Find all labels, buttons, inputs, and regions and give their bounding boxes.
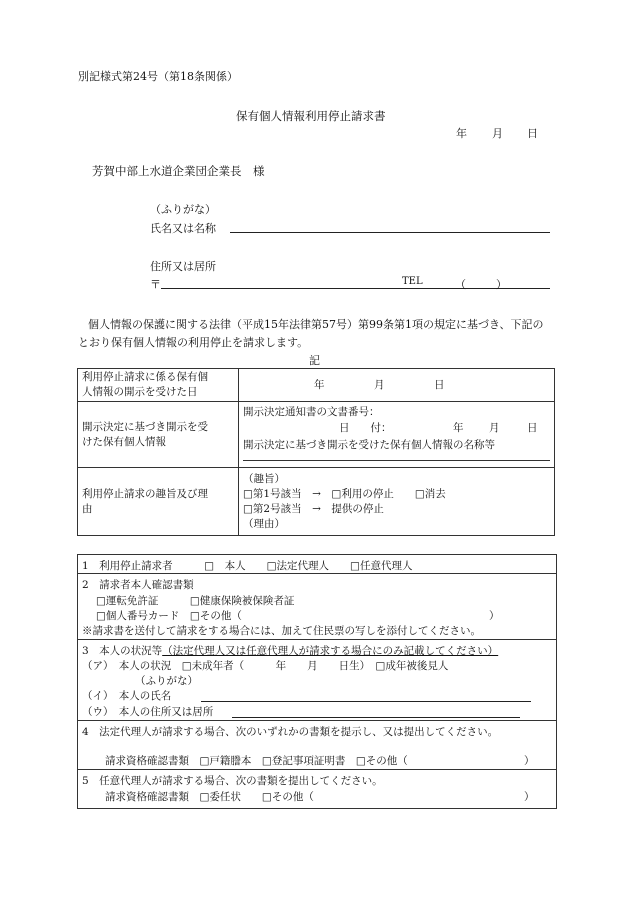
purpose-option-2[interactable]: □第2号該当 → 提供の停止	[243, 502, 384, 515]
principal-status[interactable]: （ア） 本人の状況 □未成年者（ 年 月 日生） □成年被後見人	[82, 660, 449, 672]
legal-agent-title: 4 法定代理人が請求する場合、次のいずれかの書類を提示し、又は提出してください。	[82, 726, 499, 738]
name-label: 氏名又は名称	[150, 222, 216, 235]
furigana-label: （ふりがな）	[150, 203, 216, 216]
purpose-reason-label: 利用停止請求の趣旨及び理 由	[78, 468, 239, 536]
principal-address-label: （ウ） 本人の住所又は居所	[82, 706, 214, 718]
id-docs-note: ※請求書を送付して請求をする場合には、加えて住民票の写しを添付してください。	[82, 625, 481, 637]
body-text-line1: 個人情報の保護に関する法律（平成15年法律第57号）第99条第1項の規定に基づき、下記の	[88, 318, 544, 331]
name-field[interactable]	[230, 232, 550, 233]
principal-name-field[interactable]	[201, 701, 531, 702]
disclosure-date-field[interactable]: 年 月 日	[239, 369, 555, 402]
disclosed-info-label: 開示決定に基づき開示を受 けた保有個人情報	[78, 402, 239, 468]
disclosed-info-field[interactable]: 開示決定通知書の文書番号： 日 付： 年 月 日 開示決定に基づき開示を受けた保有個人情報の名称等	[239, 402, 555, 468]
address-field[interactable]	[161, 288, 550, 289]
page-title: 保有個人情報利用停止請求書	[236, 109, 386, 123]
request-detail-table	[77, 368, 555, 536]
tel-paren-open: （	[455, 278, 466, 291]
purpose-option-1[interactable]: □第1号該当 → □利用の停止 □消去	[243, 487, 446, 500]
legal-agent-docs[interactable]: 請求資格確認書類 □戸籍謄本 □登記事項証明書 □その他（	[105, 755, 408, 767]
form-number: 別記様式第24号（第18条関係）	[78, 70, 238, 83]
id-docs-close: ）	[489, 610, 500, 622]
addressee: 芳賀中部上水道企業団企業長 様	[92, 164, 265, 178]
address-label: 住所又は居所	[150, 260, 216, 273]
legal-agent-close: ）	[524, 755, 535, 767]
disclosure-date-label: 利用停止請求に係る保有個 人情報の開示を受けた日	[78, 369, 239, 402]
date-year: 年	[456, 127, 467, 140]
voluntary-agent-docs[interactable]: 請求資格確認書類 □委任状 □その他（	[105, 791, 314, 803]
ki-label: 記	[309, 354, 320, 367]
tel-label: TEL	[402, 276, 423, 287]
id-docs-option-2[interactable]: □個人番号カード □その他（	[96, 610, 242, 622]
principal-name-label: （イ） 本人の氏名	[82, 690, 172, 702]
date-day: 日	[527, 127, 538, 140]
voluntary-agent-close: ）	[524, 791, 535, 803]
body-text-line2: とおり保有個人情報の利用停止を請求します。	[78, 336, 309, 349]
requester-type[interactable]: 1 利用停止請求者 □ 本人 □法定代理人 □任意代理人	[82, 560, 413, 572]
postal-mark: 〒	[150, 278, 161, 291]
principal-status-title: 3 本人の状況等（法定代理人又は任意代理人が請求する場合にのみ記載してください）	[82, 645, 499, 657]
id-docs-option-1[interactable]: □運転免許証 □健康保険被保険者証	[96, 595, 295, 607]
tel-paren-close: ）	[496, 278, 507, 291]
purpose-reason-field[interactable]: （趣旨） □第1号該当 → □利用の停止 □消去 □第2号該当 → 提供の停止 （理由）	[239, 468, 555, 536]
principal-address-field[interactable]	[232, 717, 520, 718]
id-docs-title: 2 請求者本人確認書類	[82, 579, 194, 591]
principal-furigana: （ふりがな）	[135, 675, 198, 687]
voluntary-agent-title: 5 任意代理人が請求する場合、次の書類を提出してください。	[82, 775, 383, 787]
date-month: 月	[492, 127, 503, 140]
